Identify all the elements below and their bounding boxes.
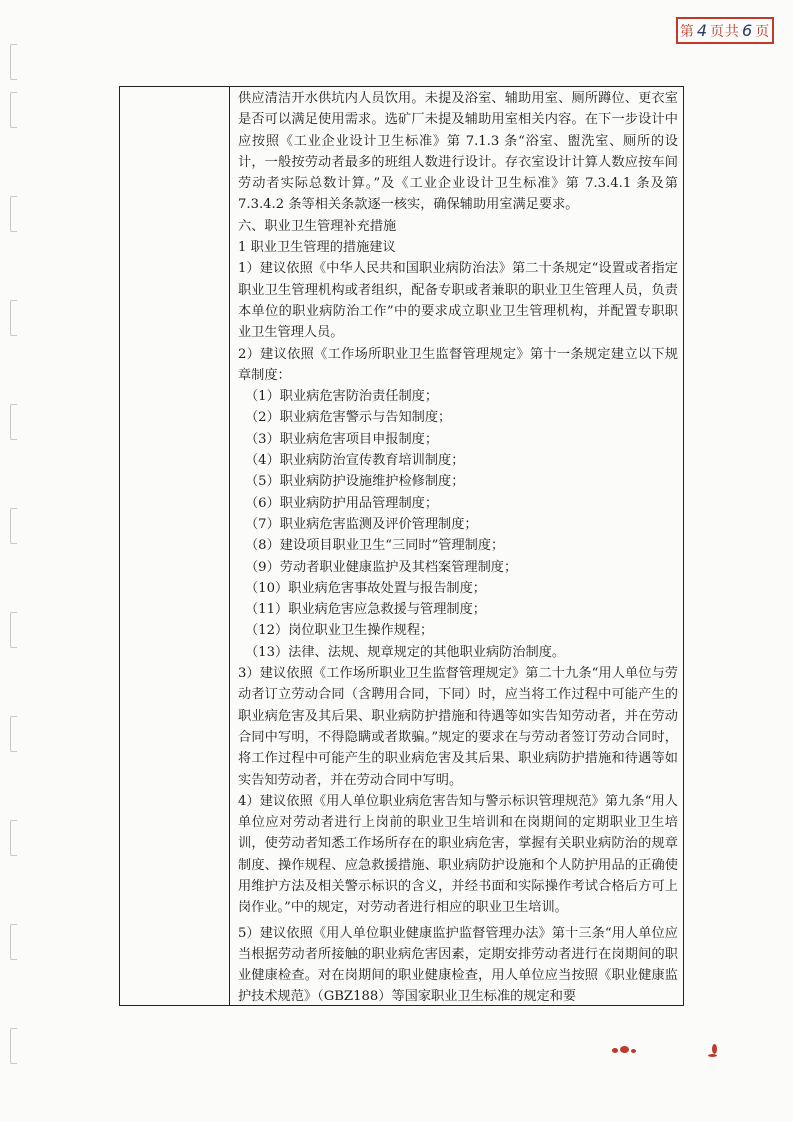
rule-item: （6）职业病防护用品管理制度；: [245, 495, 439, 511]
binding-mark: [10, 404, 17, 440]
binding-mark: [10, 92, 17, 128]
ink-dot: [612, 1048, 618, 1053]
rule-item: （7）职业病危害监测及评价管理制度；: [245, 516, 478, 532]
page-number-stamp: [676, 17, 774, 44]
binding-mark: [10, 44, 17, 80]
table-column-divider: [229, 86, 230, 1006]
paragraph-suggestion-3: 3）建议依照《工作场所职业卫生监督管理规定》第二十九条“用人单位与劳动者订立劳动合同（含聘用合同，下同）时，应当将工作过程中可能产生的职业病危害及其后果、职业病防护措施和待遇等如实告知劳动者，并在劳动合同中写明，不得隐瞒或者欺骗。”规定的要求在与劳动者签订劳动合同时，将工作过程中可能产生的职业病危害及其后果、职业病防护措施和待遇等如实告知劳动者，并在劳动合同中写明。: [238, 666, 678, 788]
rule-item: （1）职业病危害防治责任制度；: [245, 389, 439, 405]
paragraph-suggestion-5: 5）建议依照《用人单位职业健康监护监督管理办法》第十三条“用人单位应当根据劳动者所接触的职业病危害因素，定期安排劳动者进行在岗期间的职业健康检查。对在岗期间的职业健康检查，用人单位应当按照《职业健康监护技术规范》（GBZ188）等国家职业卫生标准的规定和要: [238, 925, 678, 1005]
rule-item: （2）职业病危害警示与告知制度；: [245, 410, 452, 426]
ink-dot: [620, 1046, 629, 1053]
stamp-mid: 页共: [710, 23, 740, 40]
rule-item: （12）岗位职业卫生操作规程；: [245, 623, 434, 639]
paragraph-auxiliary-rooms: 供应清洁开水供坑内人员饮用。未提及浴室、辅助用室、厕所蹲位、更衣室是否可以满足使用需求。选矿厂未提及辅助用室相关内容。在下一步设计中应按照《工业企业设计卫生标准》第 7.1.3 条“浴室、盥洗室、厕所的设计，一般按劳动者最多的班组人数进行设计。存衣室设计计算人数应按车间劳动者实际总数计算。”及《工业企业设计卫生标准》第 7.3.4.1 条及第 7.3.4.2 条等相关条款逐一核实，确保辅助用室满足要求。: [238, 91, 678, 213]
stamp-page-no: 4: [696, 21, 708, 40]
section-heading: 六、职业卫生管理补充措施: [238, 218, 397, 234]
binding-mark: [10, 924, 17, 960]
rule-item: （3）职业病危害项目申报制度；: [245, 431, 439, 447]
rule-item: （8）建设项目职业卫生“三同时”管理制度；: [245, 538, 505, 554]
rule-item: （13）法律、法规、规章规定的其他职业病防治制度。: [245, 644, 566, 660]
ink-dot: [631, 1049, 636, 1053]
subsection-heading: 1 职业卫生管理的措施建议: [238, 240, 396, 256]
binding-mark: [10, 820, 17, 856]
rule-item: （9）劳动者职业健康监护及其档案管理制度；: [245, 559, 518, 575]
binding-mark: [10, 1028, 17, 1064]
stamp-prefix: 第: [679, 23, 695, 40]
ink-dot: [708, 1054, 717, 1057]
paragraph-suggestion-1: 1）建议依照《中华人民共和国职业病防治法》第二十条规定“设置或者指定职业卫生管理机构或者组织，配备专职或者兼职的职业卫生管理人员，负责本单位的职业病防治工作”中的要求成立职业卫生管理机构，并配置专职职业卫生管理人员。: [238, 261, 678, 341]
binding-mark: [10, 196, 17, 232]
red-ink-marks: [612, 1040, 722, 1064]
binding-mark: [10, 508, 17, 544]
binding-mark: [10, 300, 17, 336]
rule-item: （4）职业病防治宣传教育培训制度；: [245, 453, 465, 469]
stamp-total: 6: [742, 21, 754, 40]
binding-mark: [10, 716, 17, 752]
stamp-suffix: 页: [755, 23, 771, 40]
binding-mark: [10, 612, 17, 648]
binding-hole-marks: [10, 0, 24, 1122]
rule-item: （5）职业病防护设施维护检修制度；: [245, 474, 465, 490]
ink-dot: [712, 1044, 717, 1054]
paragraph-suggestion-4: 4）建议依照《用人单位职业病危害告知与警示标识管理规范》第九条“用人单位应对劳动者进行上岗前的职业卫生培训和在岗期间的定期职业卫生培训，使劳动者知悉工作场所存在的职业病危害，掌握有关职业病防治的规章制度、操作规程、应急救援措施、职业病防护设施和个人防护用品的正确使用维护方法及相关警示标识的含义，并经书面和实际操作考试合格后方可上岗作业。”中的规定，对劳动者进行相应的职业卫生培训。: [238, 793, 678, 916]
rule-item: （10）职业病危害事故处置与报告制度；: [245, 580, 486, 596]
table-content-cell: [238, 88, 678, 1008]
paragraph-suggestion-2: 2）建议依照《工作场所职业卫生监督管理规定》第十一条规定建立以下规章制度：: [238, 346, 678, 383]
rule-item: （11）职业病危害应急救援与管理制度；: [245, 602, 486, 618]
